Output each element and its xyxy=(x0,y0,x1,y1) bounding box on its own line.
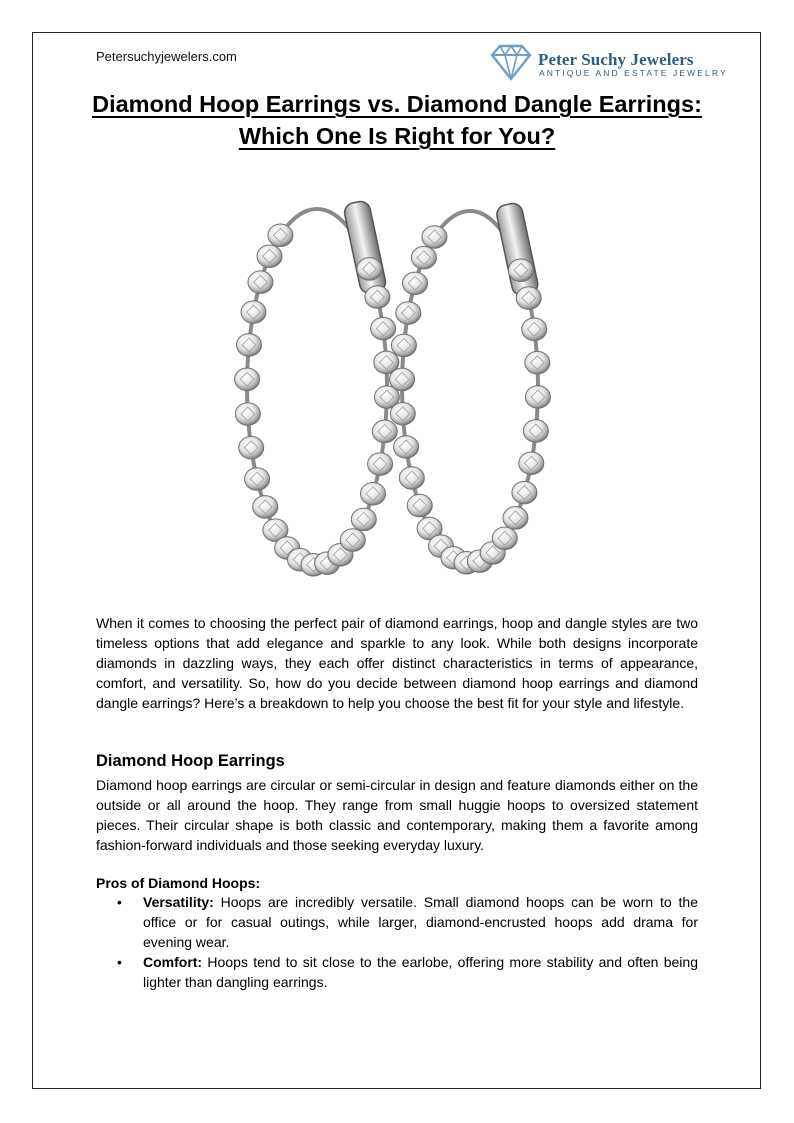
diamond-stone xyxy=(236,334,261,357)
intro-paragraph: When it comes to choosing the perfect pair of diamond earrings, hoop and dangle styles are two timeless options that add elegance and sparkle to any look. While both designs incorporate diamonds in dazzling ways, they each offer distinct characteristics in terms of appearance, comfort, and versatility. So, how do you decide between diamond hoop earrings and diamond dangle earrings? Here’s a breakdown to help you choose the best fit for your style and lifestyle. xyxy=(96,615,698,711)
diamond-stone xyxy=(248,271,273,294)
diamond-stone xyxy=(351,508,376,531)
pro-text: Hoops are incredibly versatile. Small diamond hoops can be worn to the office or for casual outings, while larger, diamond-encrusted hoops add drama for evening wear. xyxy=(143,894,698,950)
diamond-stone xyxy=(422,226,447,249)
diamond-stone xyxy=(245,468,270,491)
pros-heading: Pros of Diamond Hoops: xyxy=(96,875,261,891)
diamond-logo-icon xyxy=(488,43,534,81)
diamond-stone xyxy=(253,496,278,519)
logo-name: Peter Suchy Jewelers xyxy=(538,50,694,69)
diamond-stone xyxy=(361,483,386,506)
diamond-stone xyxy=(512,481,537,504)
diamond-stone xyxy=(525,386,550,409)
diamond-stone xyxy=(390,402,415,425)
left-hoop-earring xyxy=(235,200,400,576)
diamond-stone xyxy=(368,453,393,476)
hoop-earring-pair xyxy=(235,200,551,576)
diamond-stone xyxy=(235,403,260,426)
brand-logo[interactable] xyxy=(488,42,728,84)
bullet-icon: • xyxy=(117,954,122,970)
diamond-stone xyxy=(492,527,517,550)
article-title xyxy=(60,88,734,152)
list-item xyxy=(96,892,698,952)
hoop-clasp xyxy=(343,200,388,295)
section-heading: Diamond Hoop Earrings xyxy=(96,752,285,770)
diamond-stone xyxy=(268,224,293,247)
right-hoop-earring xyxy=(390,202,551,574)
bullet-icon: • xyxy=(117,894,122,910)
diamond-stone xyxy=(394,436,419,459)
diamond-stone xyxy=(391,334,416,357)
diamond-stone xyxy=(403,272,428,295)
pro-title: Comfort: xyxy=(143,954,203,970)
diamond-stone xyxy=(508,259,533,282)
diamond-stone xyxy=(411,246,436,269)
diamond-stone xyxy=(516,287,541,310)
diamond-stone xyxy=(257,245,282,268)
hoop-earrings-image xyxy=(222,185,587,585)
diamond-stone xyxy=(357,258,382,281)
site-url[interactable]: Petersuchyjewelers.com xyxy=(96,49,237,64)
pro-text: Hoops tend to sit close to the earlobe, offering more stability and often being lighter than dangling earrings. xyxy=(143,954,698,990)
title-line-1: Diamond Hoop Earrings vs. Diamond Dangle Earrings: xyxy=(92,91,702,117)
pros-list xyxy=(96,892,698,992)
diamond-stone xyxy=(522,318,547,341)
logo-tagline: ANTIQUE AND ESTATE JEWELRY xyxy=(539,68,728,78)
diamond-stone xyxy=(523,420,548,443)
diamond-stone xyxy=(239,436,264,459)
diamond-stone xyxy=(372,420,397,443)
diamond-stone xyxy=(365,286,390,309)
diamond-stone xyxy=(407,494,432,516)
pro-title: Versatility: xyxy=(143,894,214,910)
title-line-2: Which One Is Right for You? xyxy=(238,123,556,149)
diamond-stone xyxy=(519,452,544,475)
section-paragraph: Diamond hoop earrings are circular or semi-circular in design and feature diamonds either on the outside or all around the hoop. They range from small huggie hoops to oversized statement pieces. Their circular shape is both classic and contemporary, making them a favorite among fashion-forward individuals and those seeking everyday luxury. xyxy=(96,777,698,853)
diamond-stone xyxy=(390,368,415,391)
diamond-stone xyxy=(525,351,550,374)
hoop-clasp xyxy=(495,202,540,297)
diamond-stone xyxy=(396,302,421,325)
diamond-stone xyxy=(340,529,365,552)
diamond-stone xyxy=(399,467,424,490)
list-item xyxy=(96,952,698,992)
diamond-stone xyxy=(235,368,260,391)
diamond-stone xyxy=(503,507,528,530)
diamond-stone xyxy=(241,301,266,324)
diamond-stone xyxy=(371,317,396,340)
